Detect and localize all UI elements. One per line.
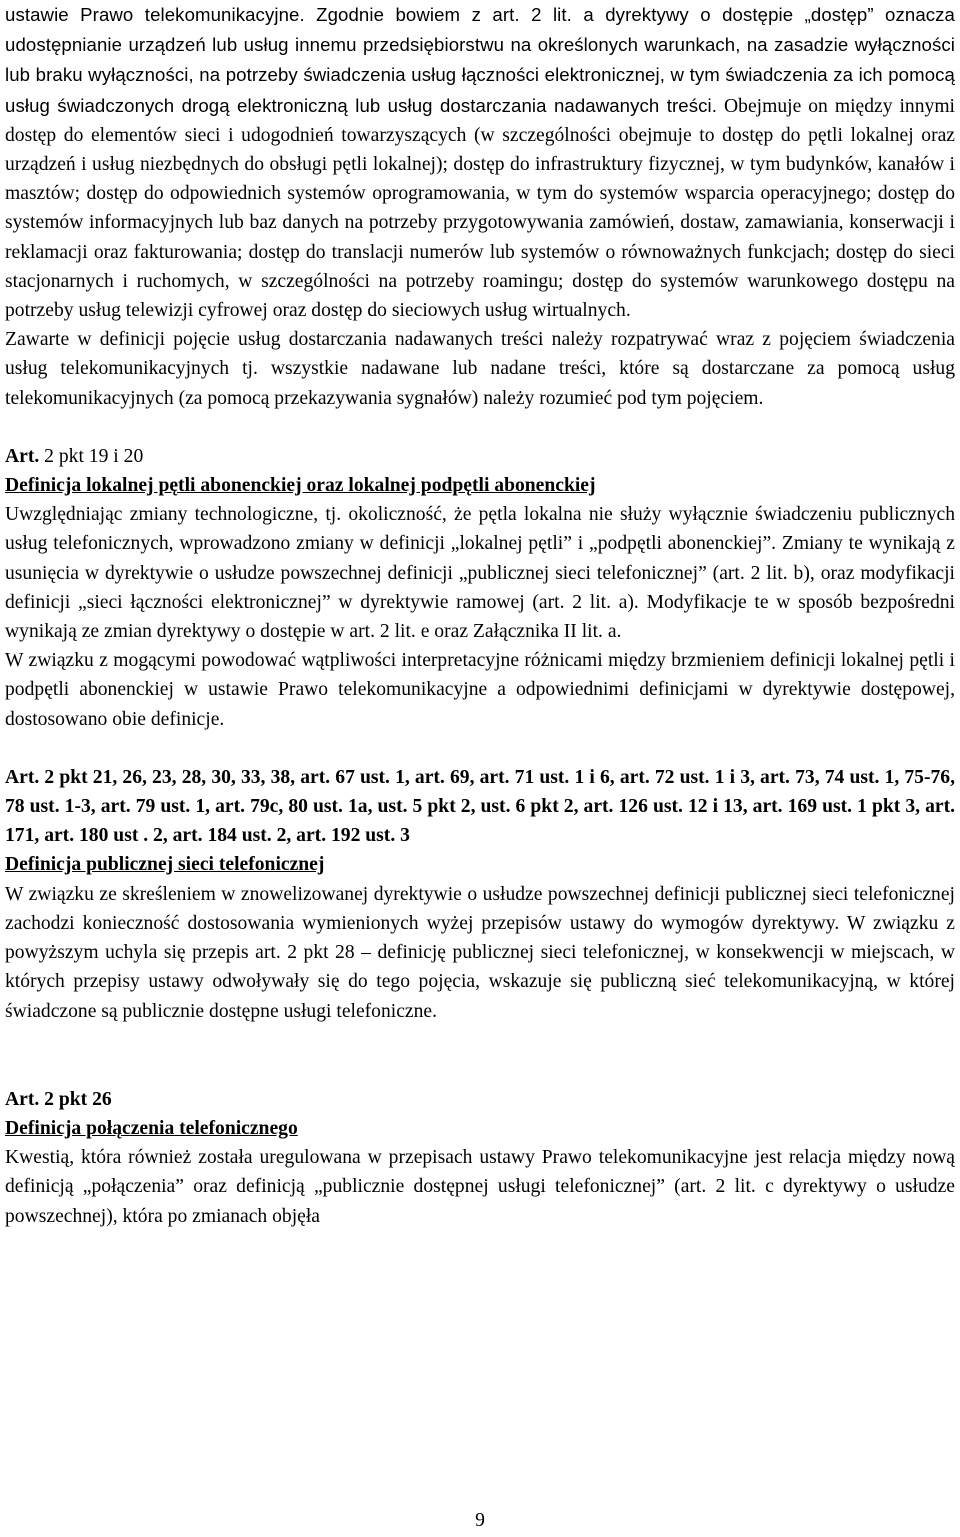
section-2-paragraph-1: W związku ze skreśleniem w znowelizowanej dyrektywie o usłudze powszechnej definicji publicznej sieci telefonicznej zachodzi konieczność dostosowania wymienionych wyżej przepisów ustawy do wymogów dyrektywy. W związku z powyższym uchyla się przepis art. 2 pkt 28 – definicję publicznej sieci telefonicznej, w konsekwencji w miejscach, w których przepisy ustawy odwoływały się do tego pojęcia, wskazuje się publiczną sieć telekomunikacyjną, w której świadczone są publicznie dostępne usługi telefoniczne.: [5, 883, 955, 1022]
section-3-article-ref: Art. 2 pkt 26: [5, 1088, 112, 1110]
intro-sans-text: ustawie Prawo telekomunikacyjne. Zgodnie bowiem z art. 2 lit. a dyrektywy o dostępie „dostęp” oznacza udostępnianie urządzeń lub usług innemu przedsiębiorstwu na określonych warunkach, na zasadzie wyłączności lub braku wyłączności, na potrzeby świadczenia usług łączności elektronicznej, w tym świadczenia za ich pomocą usług świadczonych drogą elektroniczną lub usług dostarczania nadawanych treści.: [5, 4, 955, 116]
section-1-art-label: Art.: [5, 445, 40, 467]
section-2-heading: Definicja publicznej sieci telefonicznej: [5, 854, 325, 876]
document-page: [5, 0, 955, 1231]
section-2-article-ref: Art. 2 pkt 21, 26, 23, 28, 30, 33, 38, art. 67 ust. 1, art. 69, art. 71 ust. 1 i 6, art. 72 ust. 1 i 3, art. 73, 74 ust. 1, 75-76, 78 ust. 1-3, art. 79 ust. 1, art. 79c, 80 ust. 1a, ust. 5 pkt 2, ust. 6 pkt 2, art. 126 ust. 12 i 13, art. 169 ust. 1 pkt 3, art. 171, art. 180 ust . 2, art. 184 ust. 2, art. 192 ust. 3: [5, 766, 955, 847]
section-1-paragraph-1: Uwzględniając zmiany technologiczne, tj. okoliczność, że pętla lokalna nie służy wyłącznie świadczeniu publicznych usług telefonicznych, wprowadzono zmiany w definicji „lokalnej pętli” i „podpętli abonenckiej”. Zmiany te wynikają z usunięcia w dyrektywie o usłudze powszechnej definicji „publicznej sieci telefonicznej” (art. 2 lit. b), oraz modyfikacji definicji „sieci łączności elektronicznej” w dyrektywie ramowej (art. 2 lit. a). Modyfikacje te w sposób bezpośredni wynikają ze zmian dyrektywy o dostępie w art. 2 lit. e oraz Załącznika II lit. a.: [5, 504, 955, 643]
intro-paragraph: [5, 0, 955, 325]
section-3-heading: Definicja połączenia telefonicznego: [5, 1117, 298, 1139]
section-1-heading: Definicja lokalnej pętli abonenckiej oraz lokalnej podpętli abonenckiej: [5, 475, 596, 497]
section-1-paragraph-2: W związku z mogącymi powodować wątpliwości interpretacyjne różnicami między brzmieniem definicji lokalnej pętli i podpętli abonenckiej w ustawie Prawo telekomunikacyjne a odpowiednimi definicjami w dyrektywie dostępowej, dostosowano obie definicje.: [5, 650, 955, 730]
section-1-art-number: 2 pkt 19 i 20: [39, 445, 144, 467]
intro-paragraph-2: Zawarte w definicji pojęcie usług dostarczania nadawanych treści należy rozpatrywać wraz z pojęciem świadczenia usług telekomunikacyjnych tj. wszystkie nadawane lub nadane treści, które są dostarczane za pomocą usług telekomunikacyjnych (za pomocą przekazywania sygnałów) należy rozumieć pod tym pojęciem.: [5, 329, 955, 409]
intro-serif-text: Obejmuje on między innymi dostęp do elementów sieci i udogodnień towarzyszących (w szczególności obejmuje to dostęp do pętli lokalnej oraz urządzeń i usług niezbędnych do obsługi pętli lokalnej); dostęp do infrastruktury fizycznej, w tym budynków, kanałów i masztów; dostęp do odpowiednich systemów oprogramowania, w tym do systemów wsparcia operacyjnego; dostęp do systemów informacyjnych lub baz danych na potrzeby przygotowywania zamówień, dostaw, zamawiania, konserwacji i reklamacji oraz fakturowania; dostęp do translacji numerów lub systemów o równoważnych funkcjach; dostęp do sieci stacjonarnych i ruchomych, w szczególności na potrzeby roamingu; dostęp do systemów warunkowego dostępu na potrzeby usług telewizji cyfrowej oraz dostęp do sieciowych usług wirtualnych.: [5, 95, 955, 322]
page-number: 9: [475, 1510, 485, 1531]
section-3-paragraph-1: Kwestią, która również została uregulowana w przepisach ustawy Prawo telekomunikacyjne jest relacja między nową definicją „połączenia” oraz definicją „publicznie dostępnej usługi telefonicznej” (art. 2 lit. c dyrektywy o usłudze powszechnej), która po zmianach objęła: [5, 1147, 955, 1227]
section-1-article-ref: [5, 442, 955, 471]
